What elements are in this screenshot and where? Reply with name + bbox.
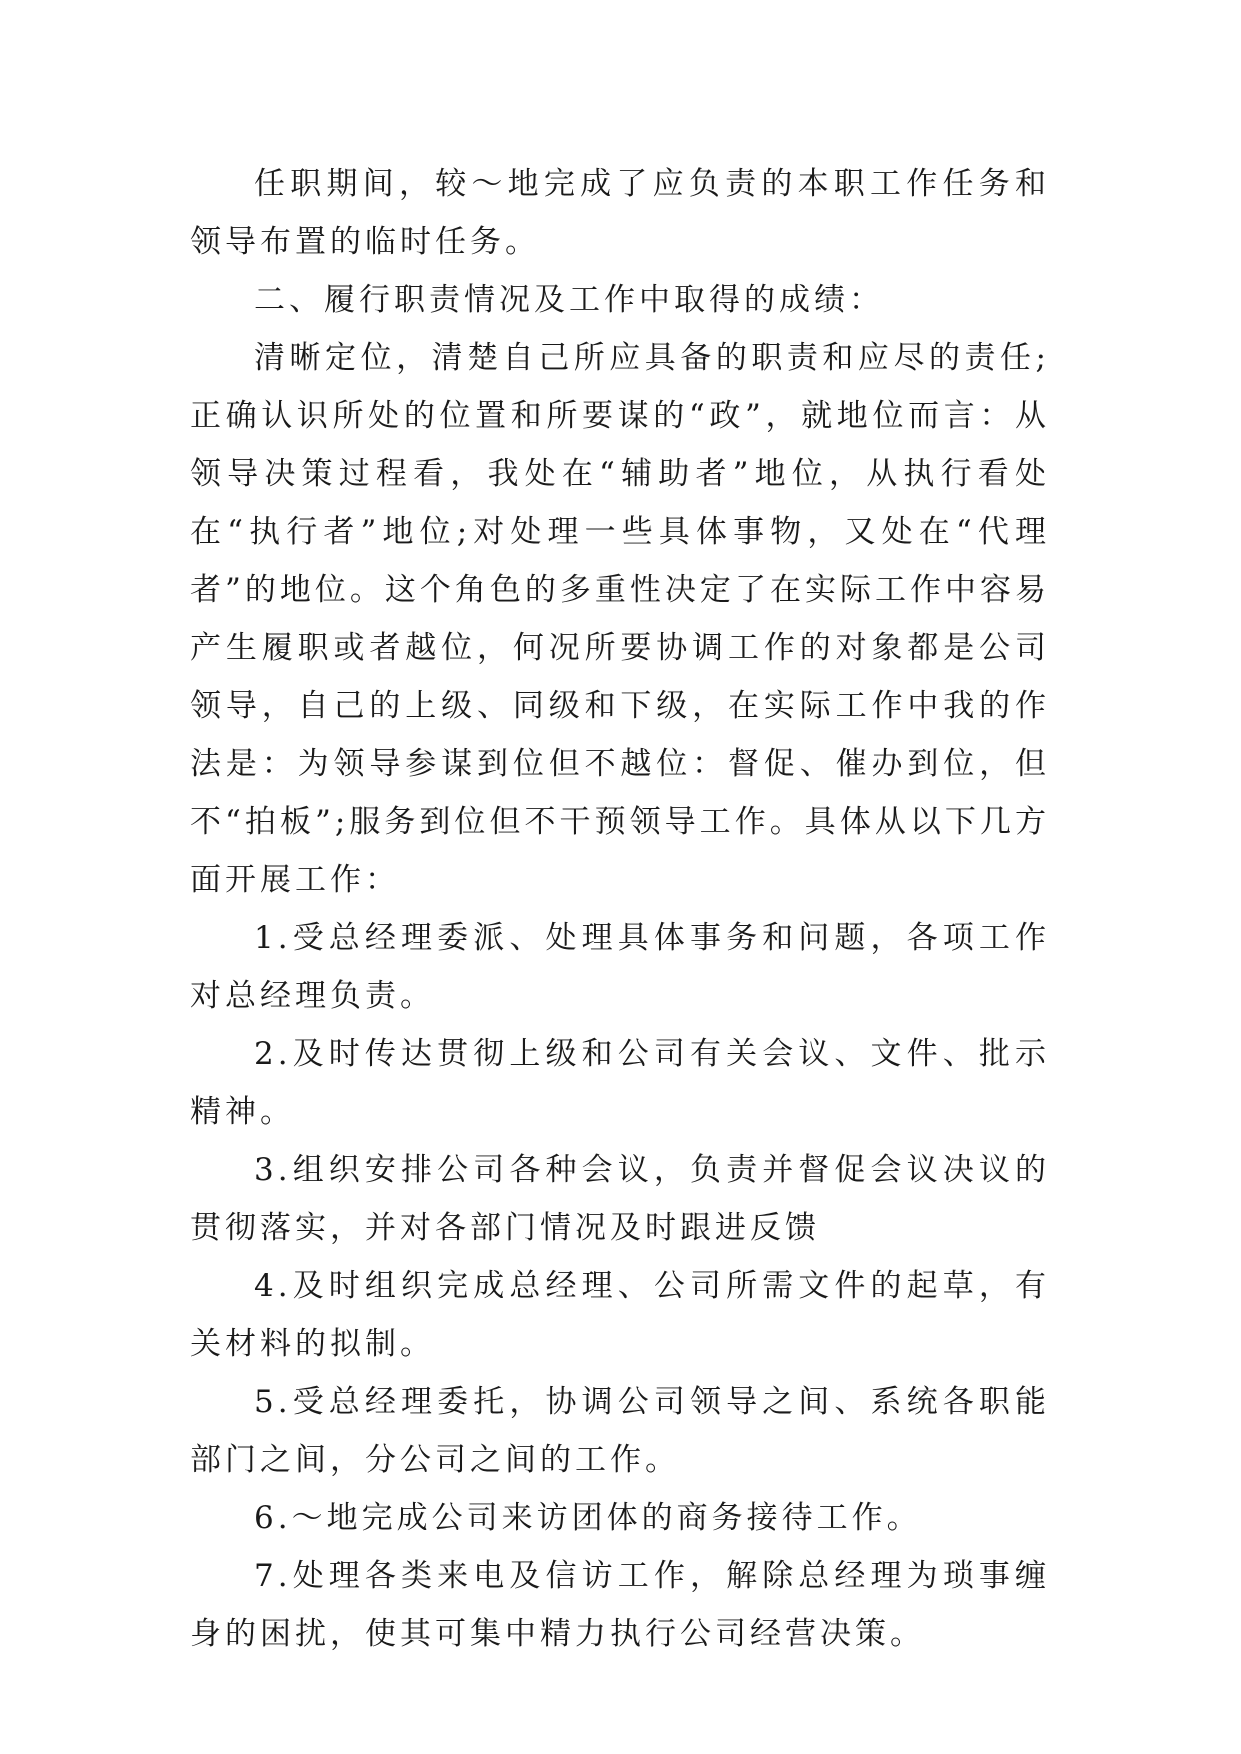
list-item-5: 5.受总经理委托，协调公司领导之间、系统各职能部门之间，分公司之间的工作。 (190, 1384, 1050, 1478)
list-item-2: 2.及时传达贯彻上级和公司有关会议、文件、批示精神。 (190, 1036, 1050, 1130)
list-item-7: 7.处理各类来电及信访工作，解除总经理为琐事缠身的困扰，使其可集中精力执行公司经营决策。 (190, 1558, 1050, 1652)
list-item-3: 3.组织安排公司各种会议，负责并督促会议决议的贯彻落实，并对各部门情况及时跟进反馈 (190, 1152, 1050, 1246)
paragraph-role-positioning: 清晰定位，清楚自己所应具备的职责和应尽的责任;正确认识所处的位置和所要谋的“政”，就地位而言：从领导决策过程看，我处在“辅助者”地位，从执行看处在“执行者”地位;对处理一些具体事物，又处在“代理者”的地位。这个角色的多重性决定了在实际工作中容易产生履职或者越位，何况所要协调工作的对象都是公司领导，自己的上级、同级和下级，在实际工作中我的作法是：为领导参谋到位但不越位：督促、催办到位，但不“拍板”;服务到位但不干预领导工作。具体从以下几方面开展工作： (190, 340, 1050, 898)
document-body (190, 155, 1050, 1663)
list-item-6: 6.～地完成公司来访团体的商务接待工作。 (254, 1500, 922, 1536)
paragraph-duty-completion: 任职期间，较～地完成了应负责的本职工作任务和领导布置的临时任务。 (190, 166, 1050, 260)
list-item-1: 1.受总经理委派、处理具体事务和问题，各项工作对总经理负责。 (190, 920, 1050, 1014)
list-item-4: 4.及时组织完成总经理、公司所需文件的起草，有关材料的拟制。 (190, 1268, 1050, 1362)
section-heading-achievements: 二、履行职责情况及工作中取得的成绩： (254, 282, 884, 318)
